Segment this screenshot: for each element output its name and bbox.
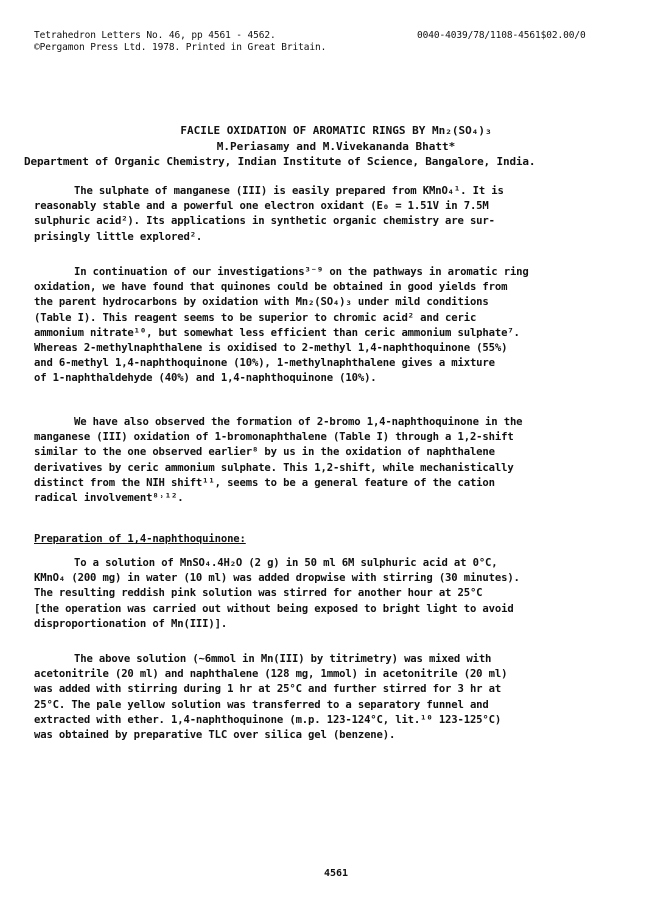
paragraph-1 xyxy=(34,184,646,245)
text-line: sulphuric acid²). Its applications in synthetic organic chemistry are sur- xyxy=(34,215,495,228)
page-number: 4561 xyxy=(323,868,349,879)
text-line: manganese (III) oxidation of 1-bromonaphthalene (Table I) through a 1,2-shift xyxy=(34,431,514,444)
copyright-line: ©Pergamon Press Ltd. 1978. Printed in Great Britain. xyxy=(34,42,327,53)
text-line: radical involvement⁸˒¹². xyxy=(34,491,184,504)
article-code: 0040-4039/78/1108-4561$02.00/0 xyxy=(417,30,586,41)
text-line: was added with stirring during 1 hr at 25°C and further stirred for 3 hr at xyxy=(34,683,502,696)
text-line: We have also observed the formation of 2-bromo 1,4-naphthoquinone in the xyxy=(74,416,523,428)
text-line: acetonitrile (20 ml) and naphthalene (128 mg, 1mmol) in acetonitrile (20 ml) xyxy=(34,668,508,681)
text-line: Whereas 2-methylnaphthalene is oxidised to 2-methyl 1,4-naphthoquinone (55%) xyxy=(34,341,508,354)
journal-header xyxy=(34,30,326,54)
section-heading: Preparation of 1,4-naphthoquinone: xyxy=(34,533,246,545)
text-line: The sulphate of manganese (III) is easily prepared from KMnO₄¹. It is xyxy=(74,185,504,197)
text-line: derivatives by ceric ammonium sulphate. This 1,2-shift, while mechanistically xyxy=(34,461,514,474)
text-line: [the operation was carried out without being exposed to bright light to avoid xyxy=(34,602,514,615)
text-line: and 6-methyl 1,4-naphthoquinone (10%), 1-methylnaphthalene gives a mixture xyxy=(34,357,495,370)
paper-title: FACILE OXIDATION OF AROMATIC RINGS BY Mn₂(SO₄)₃ xyxy=(180,124,492,137)
text-line: distinct from the NIH shift¹¹, seems to be a general feature of the cation xyxy=(34,476,495,489)
author-list: M.Periasamy and M.Vivekananda Bhatt* xyxy=(216,140,456,153)
text-line: similar to the one observed earlier⁸ by us in the oxidation of naphthalene xyxy=(34,446,495,459)
text-line: The resulting reddish pink solution was stirred for another hour at 25°C xyxy=(34,587,483,600)
text-line: prisingly little explored². xyxy=(34,230,203,243)
text-line: (Table I). This reagent seems to be superior to chromic acid² and ceric xyxy=(34,311,477,324)
text-line: extracted with ether. 1,4-naphthoquinone (m.p. 123-124°C, lit.¹⁰ 123-125°C) xyxy=(34,713,502,726)
text-line: ammonium nitrate¹⁰, but somewhat less efficient than ceric ammonium sulphate⁷. xyxy=(34,326,520,339)
text-line: disproportionation of Mn(III)]. xyxy=(34,617,228,630)
text-line: 25°C. The pale yellow solution was transferred to a separatory funnel and xyxy=(34,698,489,711)
paragraph-2 xyxy=(34,265,646,387)
text-line: oxidation, we have found that quinones could be obtained in good yields from xyxy=(34,281,508,294)
text-line: The above solution (~6mmol in Mn(III) by titrimetry) was mixed with xyxy=(74,653,492,665)
text-line: To a solution of MnSO₄.4H₂O (2 g) in 50 ml 6M sulphuric acid at 0°C, xyxy=(74,557,498,569)
text-line: was obtained by preparative TLC over silica gel (benzene). xyxy=(34,728,396,741)
paragraph-5 xyxy=(34,652,646,743)
affiliation: Department of Organic Chemistry, Indian Institute of Science, Bangalore, India. xyxy=(24,155,536,168)
text-line: the parent hydrocarbons by oxidation with Mn₂(SO₄)₃ under mild conditions xyxy=(34,296,489,309)
text-line: KMnO₄ (200 mg) in water (10 ml) was added dropwise with stirring (30 minutes). xyxy=(34,572,520,585)
journal-citation: Tetrahedron Letters No. 46, pp 4561 - 4562. xyxy=(34,30,276,41)
text-line: In continuation of our investigations³⁻⁹ on the pathways in aromatic ring xyxy=(74,266,529,278)
text-line: of 1-naphthaldehyde (40%) and 1,4-naphthoquinone (10%). xyxy=(34,372,377,385)
text-line: reasonably stable and a powerful one electron oxidant (E₀ = 1.51V in 7.5M xyxy=(34,200,489,213)
paragraph-3 xyxy=(34,415,646,506)
paragraph-4 xyxy=(34,556,646,632)
